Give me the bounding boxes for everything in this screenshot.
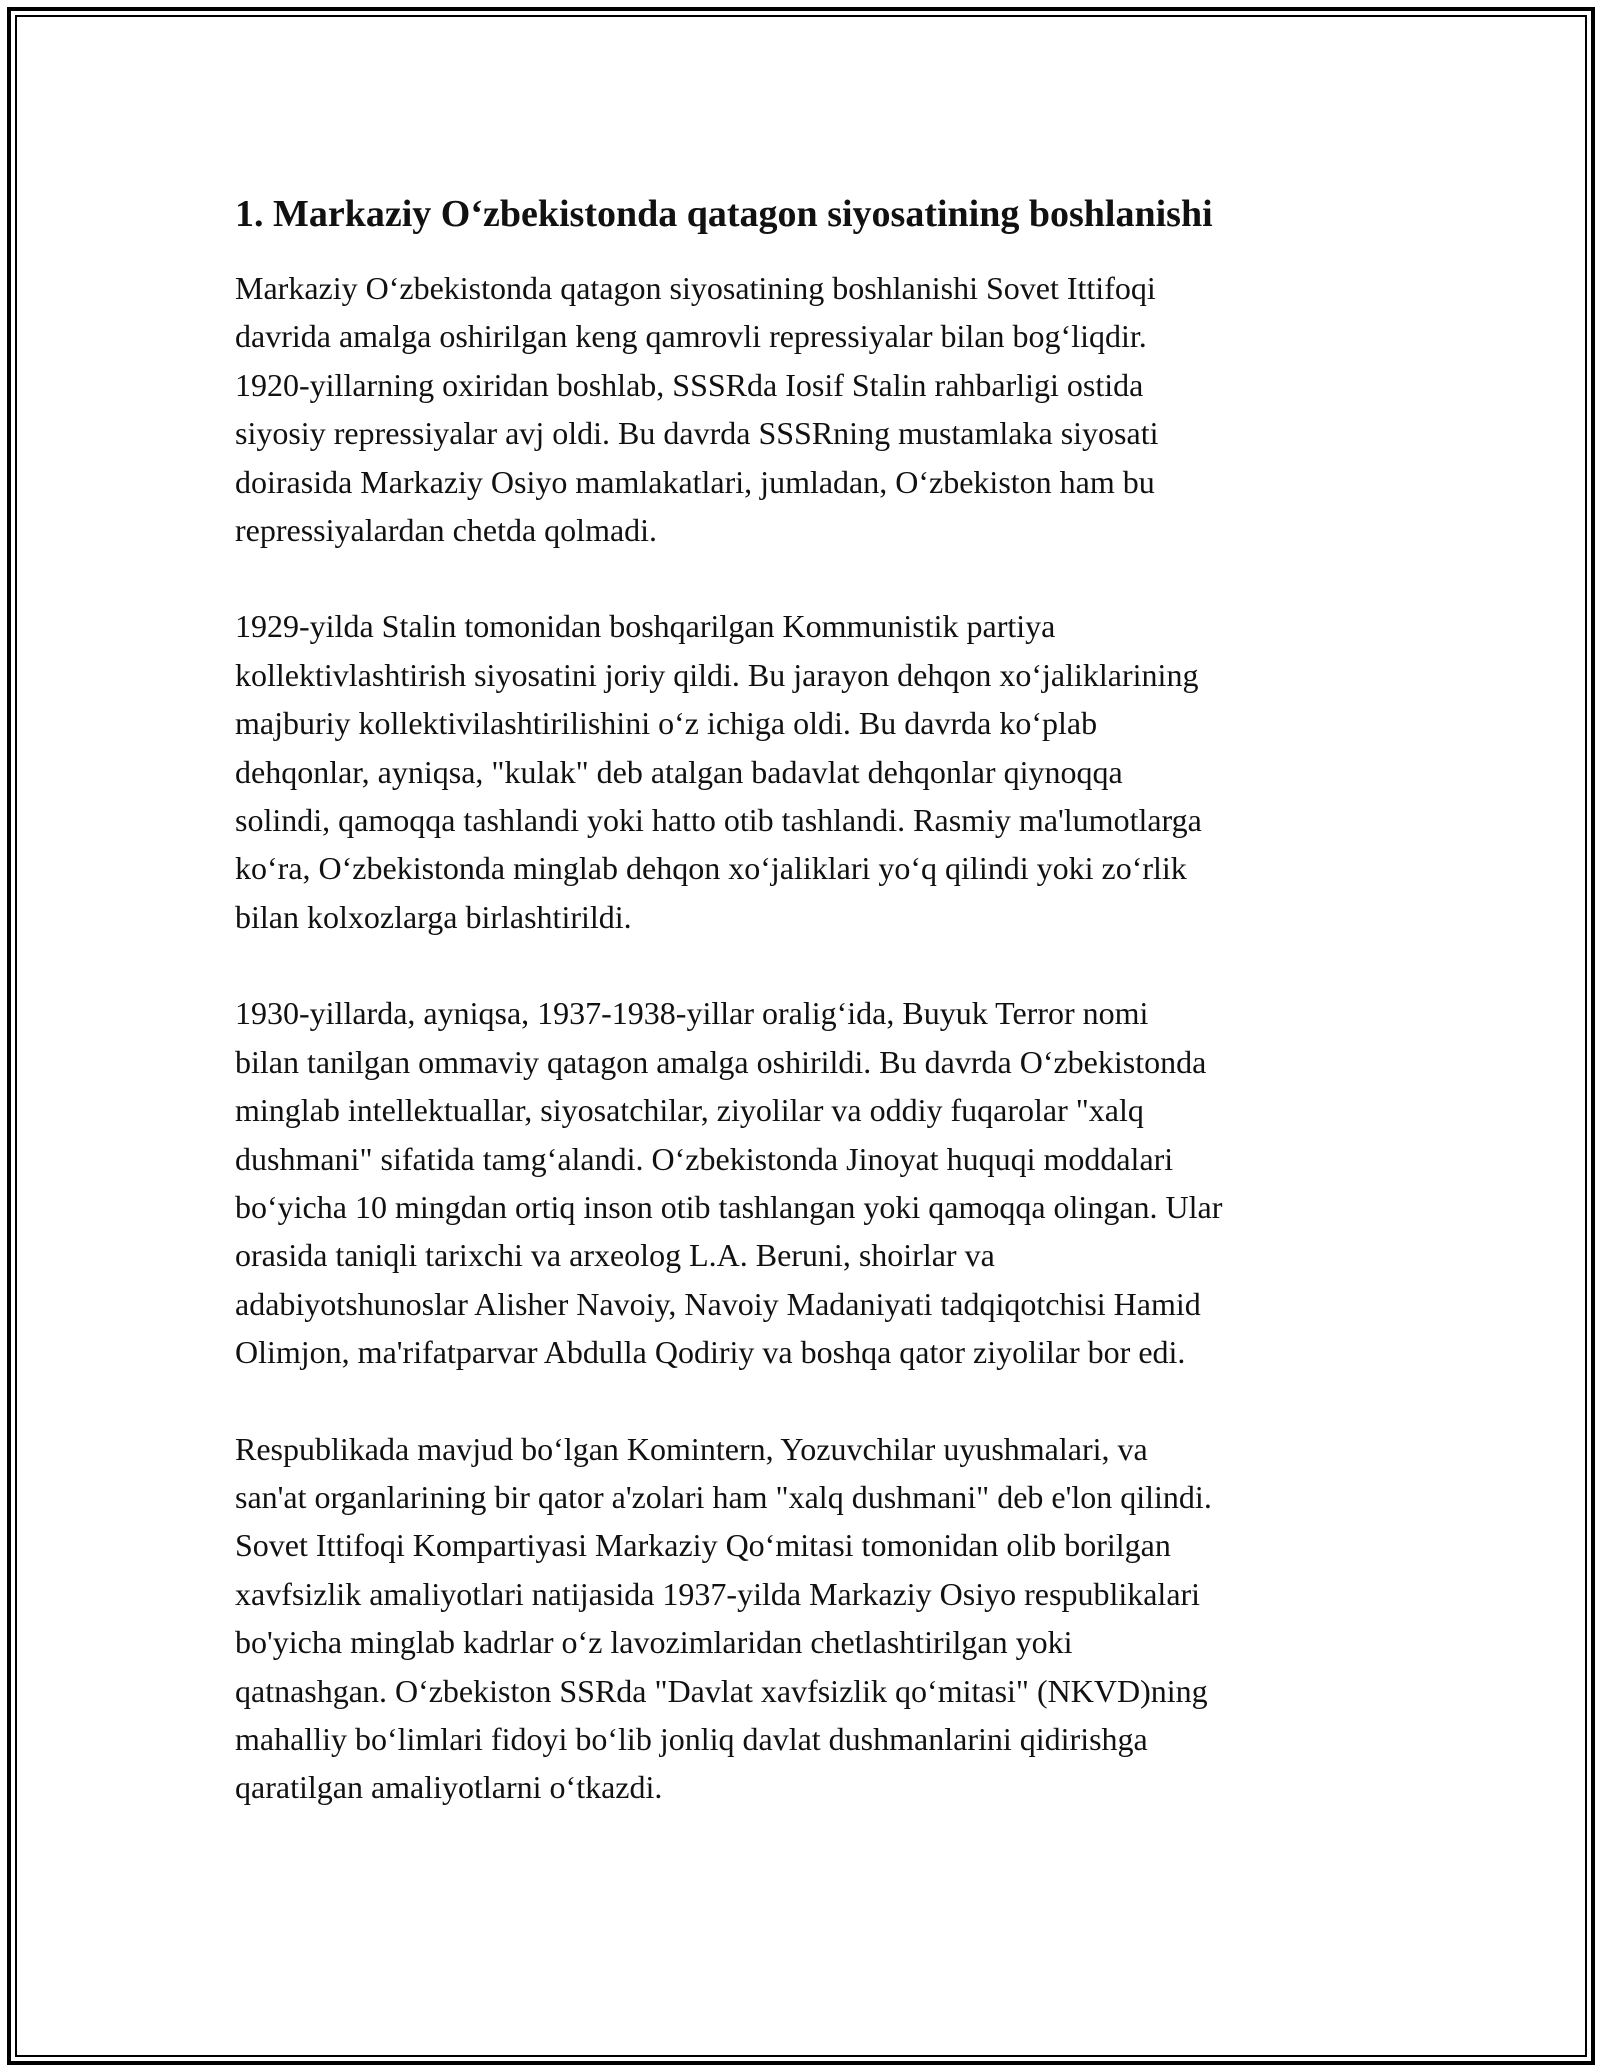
paragraph-line: minglab intellektuallar, siyosatchilar, ziyolilar va oddiy fuqarolar "xalq (235, 1092, 1144, 1129)
paragraph-line: Respublikada mavjud boʻlgan Komintern, Yozuvchilar uyushmalari, va (235, 1430, 1148, 1467)
paragraph-line: xavfsizlik amaliyotlari natijasida 1937-yilda Markaziy Osiyo respublikalari (235, 1575, 1201, 1612)
paragraph-4 (235, 1425, 1370, 1812)
paragraph-2 (235, 602, 1370, 941)
paragraph-line: dushmani" sifatida tamgʻalandi. Oʻzbekistonda Jinoyat huquqi moddalari (235, 1140, 1174, 1177)
document-body (235, 186, 1370, 1860)
paragraph-line: 1929-yilda Stalin tomonidan boshqarilgan Kommunistik partiya (235, 608, 1056, 645)
paragraph-line: mahalliy boʻlimlari fidoyi boʻlib jonliq davlat dushmanlarini qidirishga (235, 1720, 1148, 1757)
paragraph-line: adabiyotshunoslar Alisher Navoiy, Navoiy Madaniyati tadqiqotchisi Hamid (235, 1285, 1201, 1322)
paragraph-3 (235, 989, 1370, 1376)
paragraph-line: Olimjon, ma'rifatparvar Abdulla Qodiriy va boshqa qator ziyolilar bor edi. (235, 1334, 1186, 1371)
paragraph-line: qatnashgan. Oʻzbekiston SSRda "Davlat xavfsizlik qoʻmitasi" (NKVD)ning (235, 1672, 1208, 1709)
section-heading: 1. Markaziy Oʻzbekistonda qatagon siyosatining boshlanishi (235, 193, 1213, 235)
paragraph-line: siyosiy repressiyalar avj oldi. Bu davrda SSSRning mustamlaka siyosati (235, 415, 1159, 452)
paragraph-line: dehqonlar, ayniqsa, "kulak" deb atalgan badavlat dehqonlar qiynoqqa (235, 753, 1123, 790)
paragraph-line: solindi, qamoqqa tashlandi yoki hatto otib tashlandi. Rasmiy ma'lumotlarga (235, 802, 1202, 839)
paragraph-line: qaratilgan amaliyotlarni oʻtkazdi. (235, 1769, 663, 1806)
paragraph-line: bo'yicha minglab kadrlar oʻz lavozimlaridan chetlashtirilgan yoki (235, 1624, 1073, 1661)
paragraph-line: repressiyalardan chetda qolmadi. (235, 512, 658, 549)
paragraph-1 (235, 264, 1370, 554)
paragraph-line: kollektivlashtirish siyosatini joriy qildi. Bu jarayon dehqon xoʻjaliklarining (235, 656, 1199, 693)
paragraph-line: Markaziy Oʻzbekistonda qatagon siyosatining boshlanishi Sovet Ittifoqi (235, 270, 1156, 306)
paragraph-line: bilan kolxozlarga birlashtirildi. (235, 898, 632, 935)
paragraph-line: 1920-yillarning oxiridan boshlab, SSSRda Iosif Stalin rahbarligi ostida (235, 366, 1144, 403)
paragraph-line: san'at organlarining bir qator a'zolari ham "xalq dushmani" deb e'lon qilindi. (235, 1478, 1212, 1515)
paragraph-line: Sovet Ittifoqi Kompartiyasi Markaziy Qoʻmitasi tomonidan olib borilgan (235, 1527, 1171, 1564)
paragraph-line: doirasida Markaziy Osiyo mamlakatlari, jumladan, Oʻzbekiston ham bu (235, 463, 1155, 500)
paragraph-line: orasida taniqli tarixchi va arxeolog L.A. Beruni, shoirlar va (235, 1237, 995, 1274)
paragraph-line: davrida amalga oshirilgan keng qamrovli repressiyalar bilan bogʻliqdir. (235, 318, 1147, 355)
paragraph-line: boʻyicha 10 mingdan ortiq inson otib tashlangan yoki qamoqqa olingan. Ular (235, 1188, 1223, 1225)
paragraph-line: majburiy kollektivilashtirilishini oʻz ichiga oldi. Bu davrda koʻplab (235, 705, 1098, 742)
paragraph-line: koʻra, Oʻzbekistonda minglab dehqon xoʻjaliklari yoʻq qilindi yoki zoʻrlik (235, 850, 1187, 887)
paragraph-line: bilan tanilgan ommaviy qatagon amalga oshirildi. Bu davrda Oʻzbekistonda (235, 1043, 1207, 1080)
paragraph-line: 1930-yillarda, ayniqsa, 1937-1938-yillar oraligʻida, Buyuk Terror nomi (235, 995, 1149, 1032)
